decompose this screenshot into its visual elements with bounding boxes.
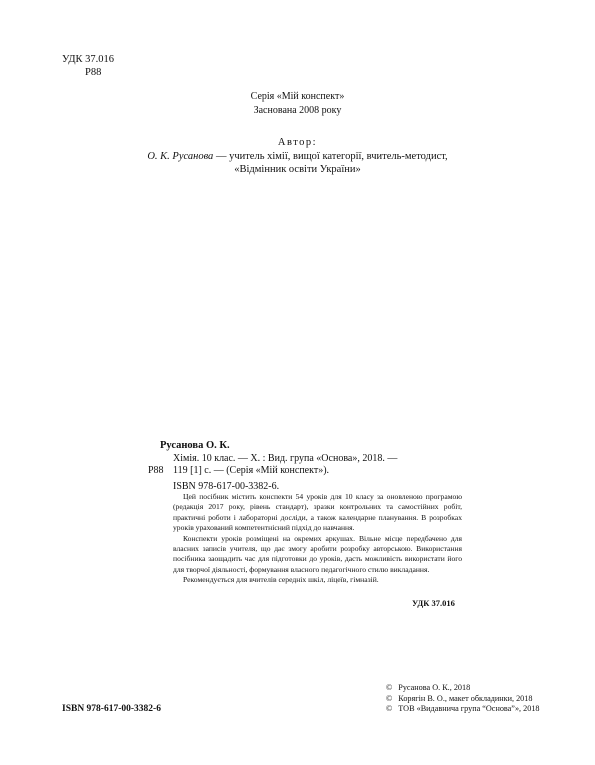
annotation <box>173 492 462 586</box>
bibliographic-record <box>160 440 462 493</box>
biblio-author: Русанова О. К. <box>160 440 230 451</box>
series-name: Серія «Мій конспект» <box>250 91 345 102</box>
annotation-paragraph: Цей посібник містить конспекти 54 уроків для 10 класу за оновленою програмою (редакція 2017 року, рівень стандарт), зразки контрольних та самостійних робіт, практичні роботи і лабораторні досліди, а також календарне планування. В розробках уроків урахований компетентнісний підхід до навчання. <box>173 492 462 533</box>
author-award: «Відмінник освіти України» <box>234 164 361 175</box>
author-name: О. К. Русанова <box>147 150 214 162</box>
copyright-text: ТОВ «Видавнича група “Основа”», 2018 <box>398 704 540 714</box>
author-block <box>0 136 595 177</box>
copyright-block <box>386 683 540 715</box>
author-description: — учитель хімії, вищої категорії, вчитель-методист, <box>215 150 448 162</box>
author-heading: Автор: <box>277 137 318 148</box>
biblio-side-code: Р88 <box>148 465 164 476</box>
isbn-bottom: ISBN 978-617-00-3382-6 <box>62 704 161 714</box>
annotation-paragraph: Конспекти уроків розміщені на окремих аркушах. Вільне місце передбачено для власних записів учителя, що дає змогу аробити розробку авторською. Використання посібника заощадить час для підготовки до уроків, дасть можливість використати його для творчої діяльності, формування власного педагогічного стилю викладання. <box>173 533 462 574</box>
copyright-symbol: © <box>386 704 393 714</box>
copyright-text: Корягін В. О., макет обкладинки, 2018 <box>398 693 533 703</box>
udk-code: УДК 37.016 <box>62 54 115 65</box>
author-line <box>0 150 595 164</box>
biblio-line-2: 119 [1] с. — (Серія «Мій конспект»). <box>173 465 330 476</box>
biblio-isbn: ISBN 978-617-00-3382-6. <box>173 480 280 492</box>
udk-bottom: УДК 37.016 <box>412 598 455 608</box>
series-founded: Заснована 2008 року <box>253 105 342 116</box>
annotation-paragraph: Рекомендується для вчителів середніх шкіл, ліцеїв, гімназій. <box>183 575 379 585</box>
copyright-text: Русанова О. К., 2018 <box>398 683 471 692</box>
udk-block-top <box>62 53 114 79</box>
copyright-line <box>386 683 540 694</box>
copyright-line <box>386 694 540 705</box>
copyright-symbol: © <box>386 683 393 692</box>
copyright-symbol: © <box>386 693 393 703</box>
copyright-line <box>386 704 540 715</box>
series-info <box>0 90 595 118</box>
biblio-line-1: Хімія. 10 клас. — Х. : Вид. група «Основа», 2018. — <box>173 452 398 464</box>
author-mark-code: Р88 <box>85 67 102 78</box>
